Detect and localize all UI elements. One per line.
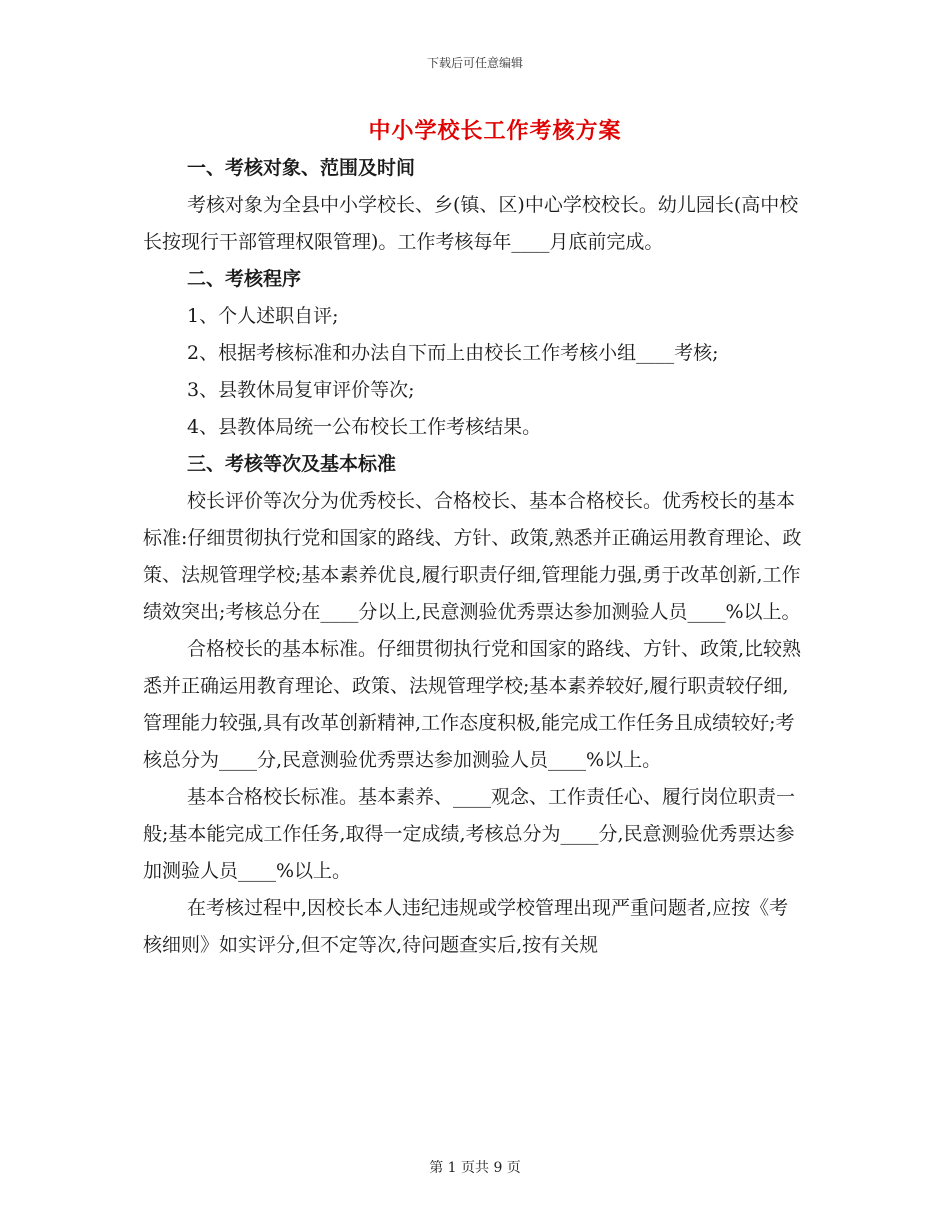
list-item: 2、根据考核标准和办法自下而上由校长工作考核小组____考核; xyxy=(187,342,719,364)
page-number: 第 1 页共 9 页 xyxy=(429,1160,521,1176)
section-heading: 三、考核等次及基本标准 xyxy=(187,453,397,475)
header-note: 下载后可任意编辑 xyxy=(426,56,523,70)
body-paragraph: 在考核过程中,因校长本人违纪违规或学校管理出现严重问题者,应按《考核细则》如实评分,但不定等次,待问题查实后,按有关规 xyxy=(143,897,789,956)
document-title: 中小学校长工作考核方案 xyxy=(368,118,622,144)
body-paragraph: 校长评价等次分为优秀校长、合格校长、基本合格校长。优秀校长的基本标准:仔细贯彻执行党和国家的路线、方针、政策,熟悉并正确运用教育理论、政策、法规管理学校;基本素养优良,履行职责仔细,管理能力强,勇于改革创新,工作绩效突出;考核总分在____分以上,民意测验优秀票达参加测验人员____%以上。 xyxy=(143,490,802,623)
section-heading: 二、考核程序 xyxy=(187,268,302,290)
document-body xyxy=(143,150,803,964)
section-heading: 一、考核对象、范围及时间 xyxy=(187,157,416,179)
body-paragraph: 合格校长的基本标准。仔细贯彻执行党和国家的路线、方针、政策,比较熟悉并正确运用教育理论、政策、法规管理学校;基本素养较好,履行职责较仔细,管理能力较强,具有改革创新精神,工作态度积极,能完成工作任务且成绩较好;考核总分为____分,民意测验优秀票达参加测验人员____%以上。 xyxy=(143,638,802,771)
list-item: 3、县教休局复审评价等次; xyxy=(187,379,415,401)
list-item: 4、县教体局统一公布校长工作考核结果。 xyxy=(187,416,542,438)
body-paragraph: 考核对象为全县中小学校长、乡(镇、区)中心学校校长。幼儿园长(高中校长按现行干部管理权限管理)。工作考核每年____月底前完成。 xyxy=(143,194,799,253)
list-item: 1、个人述职自评; xyxy=(187,305,339,327)
body-paragraph: 基本合格校长标准。基本素养、____观念、工作责任心、履行岗位职责一般;基本能完成工作任务,取得一定成绩,考核总分为____分,民意测验优秀票达参加测验人员____%以上。 xyxy=(143,786,796,882)
